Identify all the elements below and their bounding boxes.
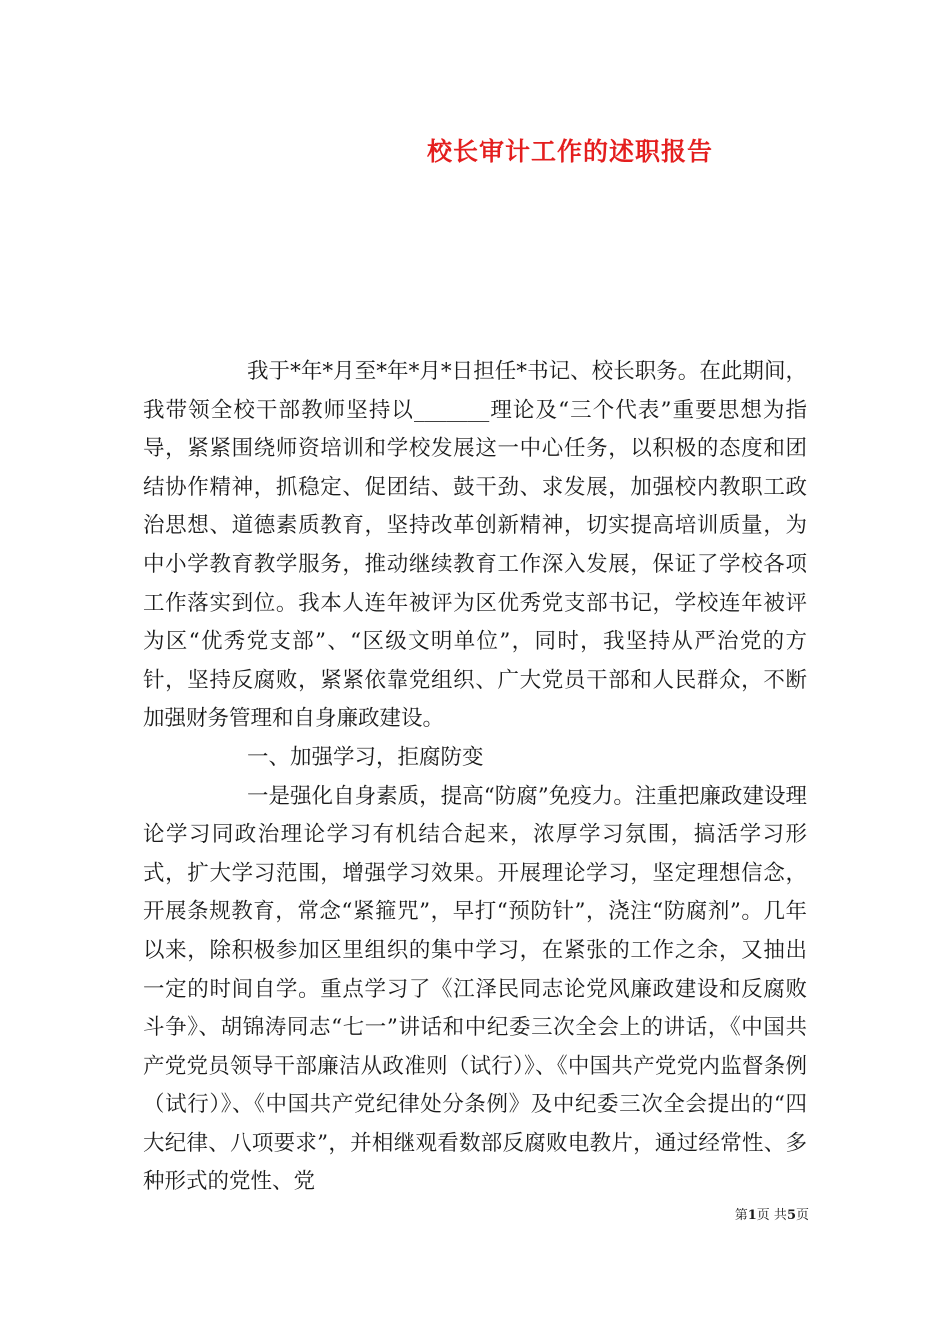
footer-total-pages: 5 (786, 1208, 796, 1223)
document-title: 校长审计工作的述职报告 (426, 137, 713, 166)
footer-prefix: 第 (734, 1208, 748, 1223)
document-body (143, 353, 807, 1202)
footer-suffix: 页 (795, 1208, 809, 1223)
section-heading-1: 一、加强学习，拒腐防变 (247, 744, 484, 770)
footer-page-number: 1 (747, 1208, 757, 1223)
page-footer (735, 1204, 809, 1223)
footer-middle: 页 共 (756, 1208, 787, 1223)
paragraph-intro: 我于*年*月至*年*月*日担任*书记、校长职务。在此期间，我带领全校干部教师坚持以_______理论及“三个代表”重要思想为指导，紧紧围绕师资培训和学校发展这一中心任务，以积极的态度和团结协作精神，抓稳定、促团结、鼓干劲、求发展，加强校内教职工政治思想、道德素质教育，坚持改革创新精神，切实提高培训质量，为中小学教育教学服务，推动继续教育工作深入发展，保证了学校各项工作落实到位。我本人连年被评为区优秀党支部书记，学校连年被评为区“优秀党支部”、“区级文明单位”，同时，我坚持从严治党的方针，坚持反腐败，紧紧依靠党组织、广大党员干部和人民群众，不断加强财务管理和自身廉政建设。 (143, 359, 807, 732)
paragraph-study: 一是强化自身素质，提高“防腐”免疫力。注重把廉政建设理论学习同政治理论学习有机结合起来，浓厚学习氛围，搞活学习形式，扩大学习范围，增强学习效果。开展理论学习，坚定理想信念，开展条规教育，常念“紧箍咒”，早打“预防针”，浇注“防腐剂”。几年以来，除积极参加区里组织的集中学习，在紧张的工作之余，又抽出一定的时间自学。重点学习了《江泽民同志论党风廉政建设和反腐败斗争》、胡锦涛同志“七一”讲话和中纪委三次全会上的讲话，《中国共产党党员领导干部廉洁从政准则（试行）》、《中国共产党党内监督条例（试行）》、《中国共产党纪律处分条例》及中纪委三次全会提出的“四大纪律、八项要求”，并相继观看数部反腐败电教片，通过经常性、多种形式的党性、党 (143, 783, 807, 1195)
